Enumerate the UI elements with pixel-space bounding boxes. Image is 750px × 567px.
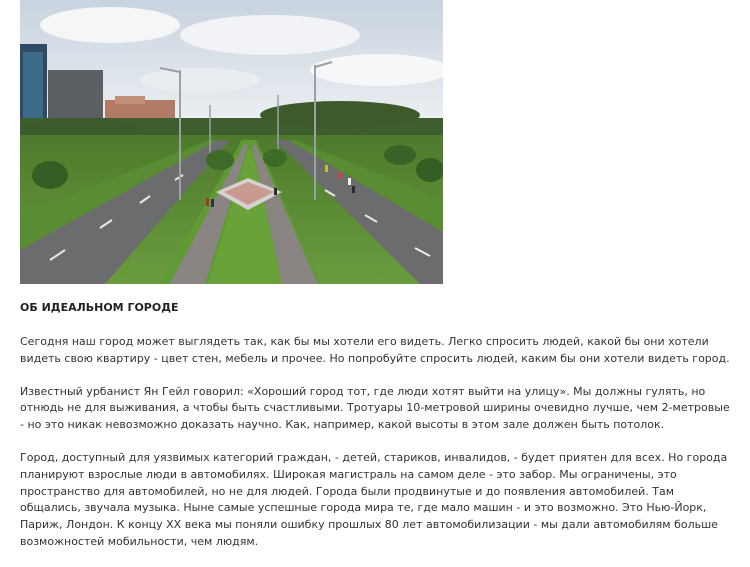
article-heading: ОБ ИДЕАЛЬНОМ ГОРОДЕ [20,301,179,314]
article-paragraph: Сегодня наш город может выглядеть так, как бы мы хотели его видеть. Легко спросить людей, какой бы они хотели видеть свою квартиру - цвет стен, мебель и прочее. Но попробуйте спросить людей, каким бы они хотели видеть город. [20,335,730,365]
article-paragraph: Известный урбанист Ян Гейл говорил: «Хороший город тот, где люди хотят выйти на улицу». Мы должны гулять, но отнюдь не для выживания, а чтобы быть счастливыми. Тротуары 10-метровой ширины очевидно лучше, чем 2-метровые - но это никак невозможно доказать научно. Как, например, какой высоты в этом зале должен быть потолок. [20,384,730,432]
article-paragraph: Город, доступный для уязвимых категорий граждан, - детей, стариков, инвалидов, - будет приятен для всех. Но города планируют взрослые люди в автомобилях. Широкая магистраль на самом деле - это забор. Мы ограничены, это пространство для автомобилей, но не для людей. Города были продвинутые и до появления автомобилей. Там общались, звучала музыка. Ныне самые успешные города мира те, где мало машин - и это возможно. Это Нью-Йорк, Париж, Лондон. К концу XX века мы поняли ошибку прошлых 80 лет автомобилизации - мы дали автомобилям больше возможностей мобильности, чем людям. [20,450,728,548]
article-body [20,334,730,567]
article-photo-boulevard [20,0,443,284]
